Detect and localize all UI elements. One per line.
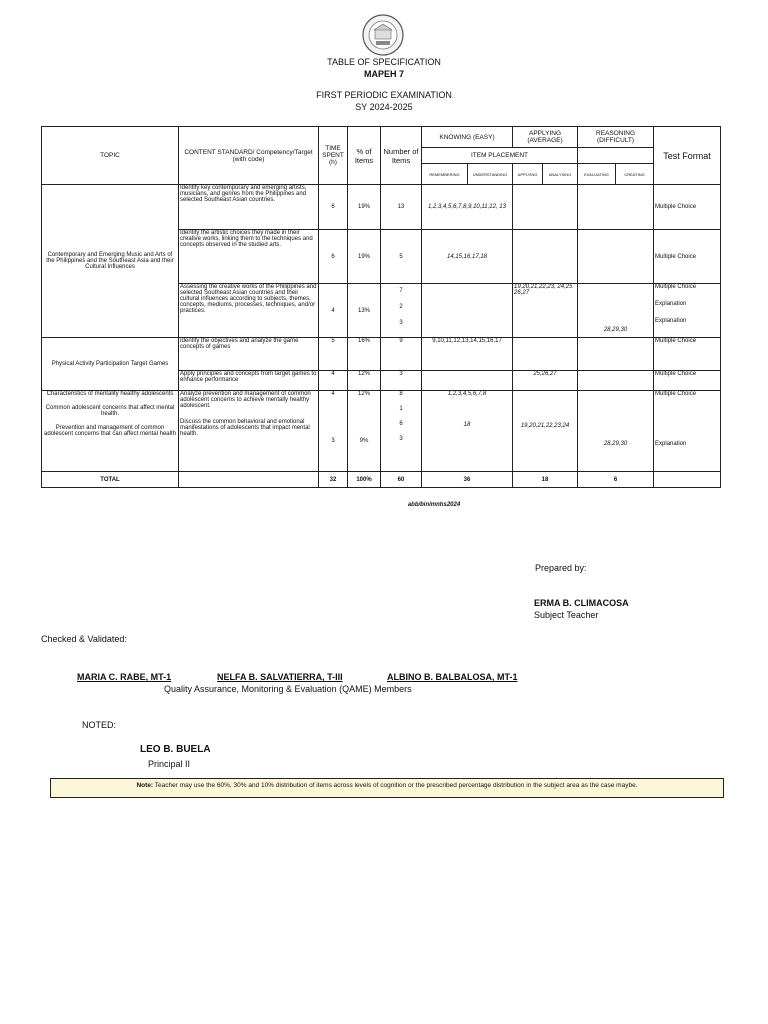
qame-member-3: ALBINO B. BALBALOSA, MT-1 bbox=[387, 672, 518, 682]
header-knowing: KNOWING (EASY) bbox=[422, 127, 513, 148]
total-applying: 18 bbox=[513, 472, 578, 488]
knowing-placement bbox=[422, 371, 513, 391]
total-knowing: 36 bbox=[422, 472, 513, 488]
applying-placement bbox=[513, 391, 578, 472]
level-evaluating: EVALUATING bbox=[578, 164, 616, 185]
reasoning-placement bbox=[578, 338, 654, 371]
table-row bbox=[42, 338, 721, 371]
total-blank bbox=[179, 472, 319, 488]
percent-items bbox=[348, 391, 381, 472]
percent-items: 19% bbox=[348, 230, 381, 284]
topic-health-2: Common adolescent concerns that affect mental health. bbox=[45, 405, 175, 417]
header-time-spent: TIME SPENT (h) bbox=[319, 127, 348, 185]
time-spent-b: 3 bbox=[331, 438, 335, 444]
applying-placement bbox=[513, 185, 578, 230]
percent-items-a: 12% bbox=[357, 391, 370, 397]
time-spent: 4 bbox=[319, 284, 348, 338]
test-format: Multiple Choice bbox=[654, 185, 721, 230]
level-creating: CREATING bbox=[616, 164, 654, 185]
qame-member-2: NELFA B. SALVATIERRA, T-III bbox=[217, 672, 343, 682]
topic-physical-activity: Physical Activity Participation Target Games bbox=[42, 338, 179, 391]
percent-items: 19% bbox=[348, 185, 381, 230]
number-items-d: 3 bbox=[399, 436, 403, 442]
topic-music-arts: Contemporary and Emerging Music and Arts of the Philippines and the Southeast Asia and their Cultural Influences bbox=[42, 185, 179, 338]
knowing-placement bbox=[422, 284, 513, 338]
header-percent-items: % of Items bbox=[348, 127, 381, 185]
note-box bbox=[50, 778, 724, 798]
teacher-role: Subject Teacher bbox=[534, 610, 599, 620]
content-standard: Assessing the creative works of the Philippines and selected Southeast Asian countries and their cultural influences according to subjects, themes, concepts, mediums, processes, techniques, and/or practices. bbox=[179, 284, 319, 338]
content-standard-a: Analyze prevention and management of common adolescent concerns to achieve mentally healthy adolescent. bbox=[180, 391, 311, 409]
content-standard: Apply principles and concepts from target games to enhance performance bbox=[179, 371, 319, 391]
qame-role: Quality Assurance, Monitoring & Evaluation (QAME) Members bbox=[164, 684, 412, 694]
number-items-c: 3 bbox=[399, 320, 403, 326]
reasoning-placement bbox=[578, 391, 654, 472]
applying-placement bbox=[513, 230, 578, 284]
subject-title: MAPEH 7 bbox=[363, 69, 404, 79]
school-seal-logo bbox=[362, 14, 404, 56]
number-items bbox=[381, 284, 422, 338]
test-format-c: Explanation bbox=[655, 318, 687, 324]
total-time: 32 bbox=[319, 472, 348, 488]
principal-name: LEO B. BUELA bbox=[140, 744, 211, 755]
topic-mental-health bbox=[42, 391, 179, 472]
topic-health-3: Prevention and management of common adolescent concerns that can affect mental health bbox=[44, 425, 176, 437]
content-standard: Identify the artistic choices they made in their creative works, linking them to the techniques and concepts observed in the studied arts. bbox=[179, 230, 319, 284]
knowing-placement bbox=[422, 391, 513, 472]
number-items: 13 bbox=[381, 185, 422, 230]
content-standard: Identify key contemporary and emerging artists, musicians, and genres from the Philippines and selected Southeast Asian countries. bbox=[179, 185, 319, 230]
test-format bbox=[654, 284, 721, 338]
time-spent: 6 bbox=[319, 230, 348, 284]
header-test-format: Test Format bbox=[654, 127, 721, 185]
knowing-placement: 1,2,3,4,5,6,7,8,9,10,11,12, 13 bbox=[422, 185, 513, 230]
school-year: SY 2024-2025 bbox=[355, 102, 413, 112]
knowing-placement: 9,10,11,12,13,14,15,16,17 bbox=[422, 338, 513, 371]
checked-label: Checked & Validated: bbox=[41, 634, 127, 644]
applying-placement-a: 19,20,21,22,23,24 bbox=[520, 423, 570, 429]
test-format-a: Multiple Choice bbox=[655, 391, 697, 397]
exam-title: FIRST PERIODIC EXAMINATION bbox=[316, 90, 452, 100]
header-number-items: Number of Items bbox=[381, 127, 422, 185]
document-code: abb/bin/mnhs2024 bbox=[407, 502, 461, 508]
total-format-blank bbox=[654, 472, 721, 488]
number-items: 3 bbox=[381, 371, 422, 391]
total-label: TOTAL bbox=[42, 472, 179, 488]
number-items: 5 bbox=[381, 230, 422, 284]
document-title: TABLE OF SPECIFICATION bbox=[327, 57, 441, 67]
total-percent: 100% bbox=[348, 472, 381, 488]
prepared-label: Prepared by: bbox=[535, 563, 587, 573]
table-row bbox=[42, 185, 721, 230]
note-label: Note: bbox=[136, 782, 154, 789]
knowing-placement-a: 1,2,3,4,5,6,7,8 bbox=[447, 391, 487, 397]
content-standard: Identify the objectives and analyze the game concepts of games bbox=[179, 338, 319, 371]
time-spent: 4 bbox=[319, 371, 348, 391]
number-items bbox=[381, 391, 422, 472]
level-remembering: REMEMBERING bbox=[422, 164, 468, 185]
test-format-a: Multiple Choice bbox=[655, 284, 697, 290]
percent-items: 13% bbox=[348, 284, 381, 338]
number-items-a: 8 bbox=[399, 391, 403, 397]
table-row bbox=[42, 391, 721, 472]
number-items-b: 1 bbox=[399, 406, 403, 412]
time-spent-a: 4 bbox=[331, 391, 335, 397]
total-reasoning: 6 bbox=[578, 472, 654, 488]
level-applying: APPLYING bbox=[513, 164, 543, 185]
noted-label: NOTED: bbox=[82, 720, 117, 730]
applying-placement: 25,26,27 bbox=[513, 371, 578, 391]
reasoning-placement: 28,29,30 bbox=[578, 284, 654, 338]
total-row bbox=[42, 472, 721, 488]
test-format-b: Explanation bbox=[655, 441, 687, 447]
number-items-c: 6 bbox=[399, 421, 403, 427]
specification-table bbox=[41, 126, 721, 488]
number-items-b: 2 bbox=[399, 304, 403, 310]
reasoning-placement bbox=[578, 230, 654, 284]
header-item-placement: ITEM PLACEMENT bbox=[422, 148, 578, 164]
topic-health-1: Characteristics of mentality healthy adolescents bbox=[46, 391, 174, 397]
header-reasoning: REASONING (DIFFICULT) bbox=[578, 127, 654, 148]
principal-role: Principal II bbox=[148, 759, 191, 769]
header-content-standard: CONTENT STANDARD/ Competency/Target (with code) bbox=[179, 127, 319, 185]
total-number: 60 bbox=[381, 472, 422, 488]
test-format-b: Explanation bbox=[655, 301, 687, 307]
content-standard-b: Discuss the common behavioral and emotional manifestations of adolescents that impact mental health. bbox=[180, 419, 310, 437]
applying-placement: 19,20,21,22,23, 24,25 26,27 bbox=[513, 284, 578, 338]
level-understanding: UNDERSTANDING bbox=[468, 164, 513, 185]
percent-items-b: 9% bbox=[359, 438, 369, 444]
reasoning-placement bbox=[578, 371, 654, 391]
time-spent: 5 bbox=[319, 338, 348, 371]
level-analysing: ANALYSING bbox=[543, 164, 578, 185]
note-text: Teacher may use the 60%, 30% and 10% distribution of items across levels of cognition or the prescribed percentage distribution in the subject area as the case maybe. bbox=[153, 782, 638, 789]
number-items: 9 bbox=[381, 338, 422, 371]
header-topic: TOPIC bbox=[42, 127, 179, 185]
knowing-placement-b: 18 bbox=[463, 422, 471, 428]
test-format: Multiple Choice bbox=[654, 338, 721, 371]
number-items-a: 7 bbox=[399, 288, 403, 294]
time-spent: 6 bbox=[319, 185, 348, 230]
content-standard bbox=[179, 391, 319, 472]
knowing-placement: 14,15,16,17,18 bbox=[422, 230, 513, 284]
reasoning-placement bbox=[578, 185, 654, 230]
percent-items: 16% bbox=[348, 338, 381, 371]
applying-placement bbox=[513, 338, 578, 371]
test-format bbox=[654, 391, 721, 472]
teacher-name: ERMA B. CLIMACOSA bbox=[534, 598, 629, 608]
qame-member-1: MARIA C. RABE, MT-1 bbox=[77, 672, 172, 682]
test-format: Multiple Choice bbox=[654, 230, 721, 284]
test-format: Multiple Choice bbox=[654, 371, 721, 391]
header-applying: APPLYING (AVERAGE) bbox=[513, 127, 578, 148]
header-reasoning-blank bbox=[578, 148, 654, 164]
reasoning-placement-a: 28,29,30 bbox=[603, 441, 628, 447]
percent-items: 12% bbox=[348, 371, 381, 391]
time-spent bbox=[319, 391, 348, 472]
